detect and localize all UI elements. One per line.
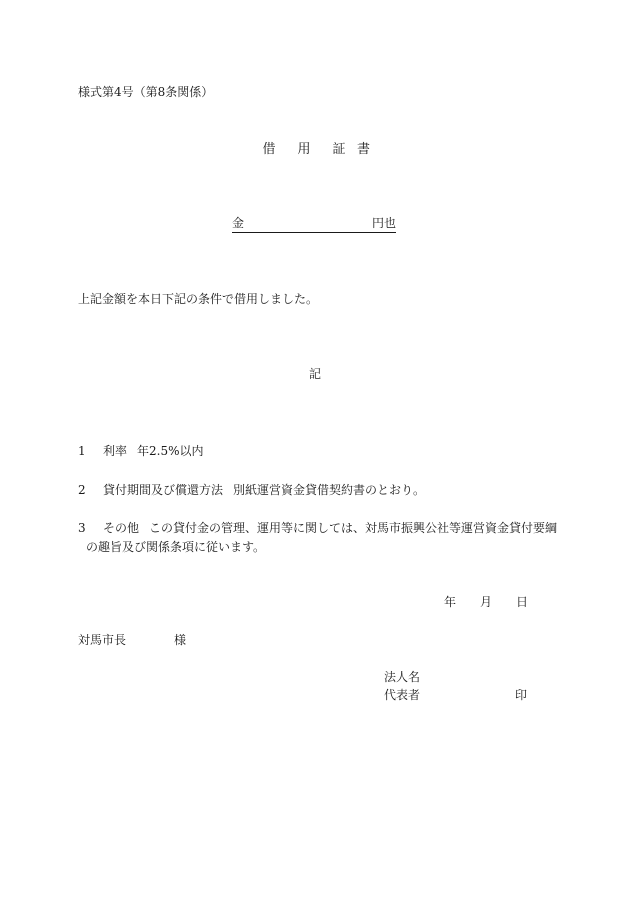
document-title [0, 143, 630, 156]
item-text-continuation: の趣旨及び関係条項に従います。 [86, 540, 266, 554]
item-label: 貸付期間及び償還方法 [103, 483, 224, 497]
list-item [78, 484, 425, 496]
amount-suffix: 円也 [371, 216, 396, 230]
seal-mark: 印 [515, 688, 528, 702]
statement: 上記金額を本日下記の条件で借用しました。 [78, 292, 319, 306]
form-number: 様式第4号（第8条関係） [78, 85, 214, 99]
representative-label: 代表者 [384, 688, 421, 702]
list-item [78, 522, 557, 534]
title-char: 書 [356, 142, 370, 157]
item-label: 利率 [103, 444, 128, 458]
addressee [78, 634, 186, 646]
item-number: 1 [78, 444, 86, 458]
item-text: 年2.5%以内 [137, 444, 204, 458]
item-text: 別紙運営資金貸借契約書のとおり。 [233, 483, 426, 497]
date-line [444, 596, 528, 608]
amount-prefix: 金 [232, 216, 245, 230]
addressee-name: 対馬市長 [78, 633, 127, 647]
date-day-label: 日 [516, 595, 529, 609]
title-char: 借 [262, 142, 276, 157]
addressee-honorific: 様 [174, 633, 187, 647]
title-char: 用 [297, 142, 311, 157]
item-number: 2 [78, 483, 86, 497]
corporation-name-label: 法人名 [384, 670, 421, 684]
list-item [78, 445, 204, 457]
title-char: 証 [332, 142, 346, 157]
date-month-label: 月 [480, 595, 493, 609]
item-text: この貸付金の管理、運用等に関しては、対馬市振興公社等運営資金貸付要綱 [149, 521, 558, 535]
amount-line [232, 217, 396, 233]
date-year-label: 年 [444, 595, 457, 609]
ki-heading: 記 [308, 367, 321, 381]
item-label: その他 [103, 521, 140, 535]
item-number: 3 [78, 521, 86, 535]
